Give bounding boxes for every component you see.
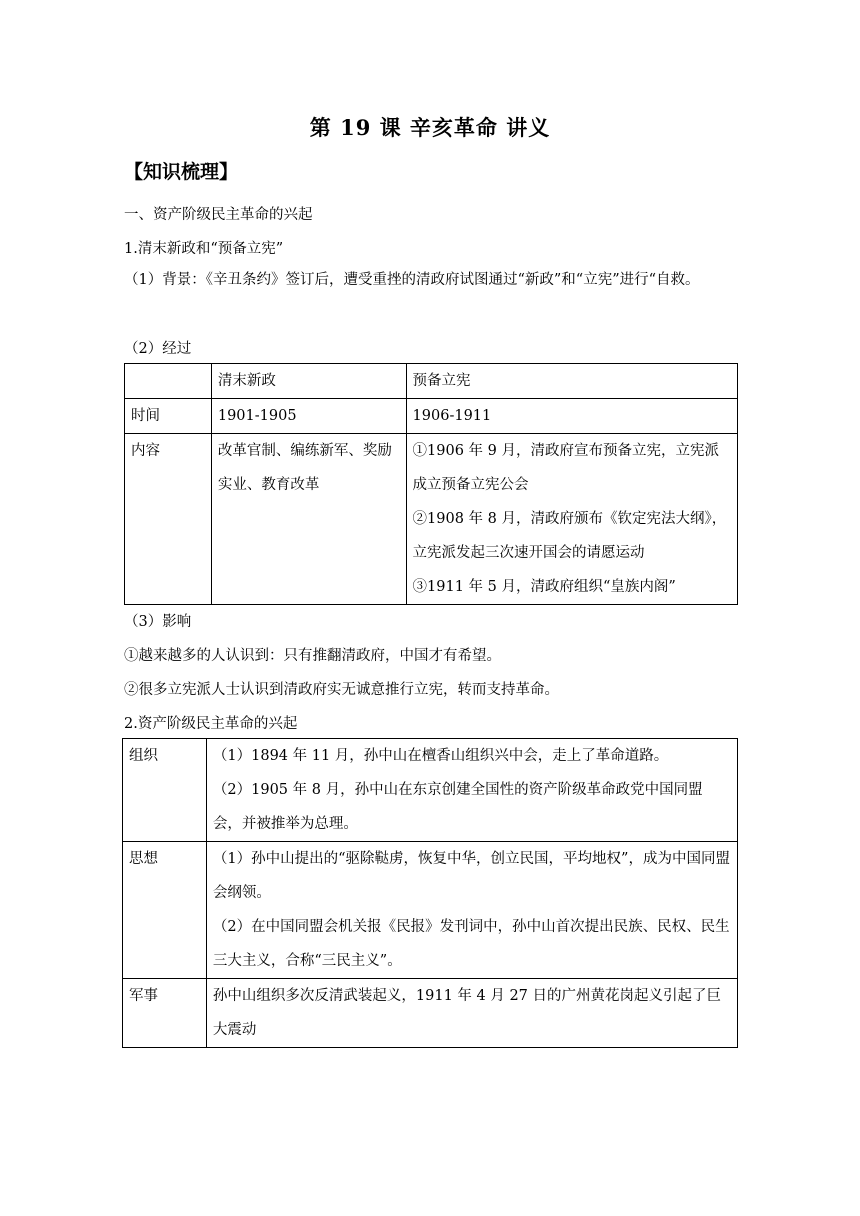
sub1-heading: 1.清末新政和“预备立宪” (124, 241, 284, 257)
list-item: ②1908 年 8 月，清政府颁布《钦定宪法大纲》，立宪派发起三次速开国会的请愿运动 (412, 511, 727, 561)
row-label: 思想 (123, 842, 207, 979)
reform-table (124, 363, 738, 605)
table-header-cell: 预备立宪 (406, 364, 737, 399)
table-cell (125, 364, 212, 399)
revolution-table (122, 738, 738, 1048)
table-cell (406, 434, 737, 605)
table-row (125, 364, 738, 399)
sub2-heading: 2.资产阶级民主革命的兴起 (124, 716, 298, 732)
row-label: 时间 (125, 399, 212, 434)
list-item: 孙中山组织多次反清武装起义，1911 年 4 月 27 日的广州黄花岗起义引起了巨大震动 (212, 988, 722, 1038)
table-row (123, 842, 738, 979)
table-cell (206, 739, 737, 842)
table-cell (206, 842, 737, 979)
row-label: 内容 (125, 434, 212, 605)
table-row (125, 399, 738, 434)
row-label: 军事 (123, 979, 207, 1048)
table-cell: 1901-1905 (211, 399, 406, 434)
list-item: （1）孙中山提出的“驱除鞑虏，恢复中华，创立民国，平均地权”，成为中国同盟会纲领。 (212, 851, 730, 901)
table-cell: 改革官制、编练新军、奖励实业、教育改革 (211, 434, 406, 605)
list-item: ③1911 年 5 月，清政府组织“皇族内阁” (412, 579, 676, 595)
list-item: （2）在中国同盟会机关报《民报》发刊词中，孙中山首次提出民族、民权、民生三大主义，合称“三民主义”。 (212, 919, 730, 969)
table-cell (206, 979, 737, 1048)
row-label: 组织 (123, 739, 207, 842)
table-row (123, 979, 738, 1048)
impact-label: （3）影响 (124, 614, 192, 630)
page-title: 第 19 课 辛亥革命 讲义 (309, 115, 551, 140)
table-row (123, 739, 738, 842)
table-cell: 1906-1911 (406, 399, 737, 434)
list-item: （1）1894 年 11 月，孙中山在檀香山组织兴中会，走上了革命道路。 (212, 748, 669, 764)
table-header-cell: 清末新政 (211, 364, 406, 399)
section-heading: 【知识梳理】 (124, 161, 239, 183)
impact-item: ②很多立宪派人士认识到清政府实无诚意推行立宪，转而支持革命。 (124, 682, 559, 698)
process-label: （2）经过 (124, 341, 192, 357)
background-paragraph: （1）背景：《辛丑条约》签订后，遭受重挫的清政府试图通过“新政”和“立宪”进行“自救。 (124, 272, 700, 288)
list-item: （2）1905 年 8 月，孙中山在东京创建全国性的资产阶级革命政党中国同盟会，并被推举为总理。 (212, 782, 703, 832)
table-row (125, 434, 738, 605)
part1-heading: 一、资产阶级民主革命的兴起 (124, 207, 313, 223)
list-item: ①1906 年 9 月，清政府宣布预备立宪，立宪派成立预备立宪公会 (412, 443, 719, 493)
impact-item: ①越来越多的人认识到：只有推翻清政府，中国才有希望。 (124, 648, 501, 664)
